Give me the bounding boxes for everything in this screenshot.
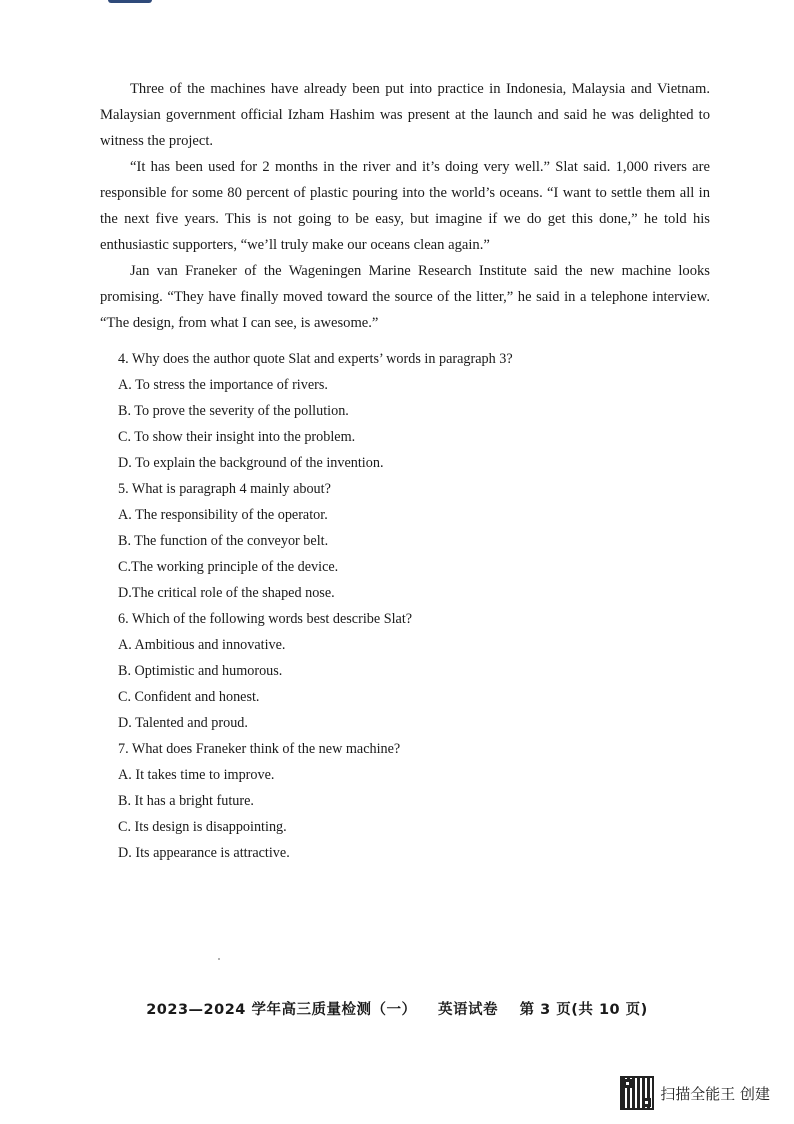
passage-paragraph: Jan van Franeker of the Wageningen Marine Research Institute said the new machine looks promising. “They have finally moved toward the source of the litter,” he said in a telephone interview. “The design, from what I can see, is awesome.”	[100, 263, 710, 331]
option-a: A. Ambitious and innovative.	[118, 637, 286, 653]
option-c: C. Its design is disappointing.	[118, 819, 287, 835]
option-d: D. Its appearance is attractive.	[118, 845, 290, 861]
question-7	[118, 736, 678, 866]
question-list	[118, 346, 678, 866]
option-b: B. Optimistic and humorous.	[118, 663, 283, 679]
option-a: A. The responsibility of the operator.	[118, 507, 328, 523]
option-c: C. To show their insight into the problem.	[118, 429, 356, 445]
question-stem: 5. What is paragraph 4 mainly about?	[118, 481, 331, 497]
question-5	[118, 476, 678, 606]
option-d: D. Talented and proud.	[118, 715, 248, 731]
option-c: C.The working principle of the device.	[118, 559, 339, 575]
watermark-text: 扫描全能王 创建	[660, 1084, 770, 1103]
option-d: D. To explain the background of the invention.	[118, 455, 384, 471]
subject-label: 英语试卷	[438, 1002, 499, 1018]
question-stem: 7. What does Franeker think of the new machine?	[118, 741, 401, 757]
scan-speck	[218, 958, 220, 960]
qr-code-icon	[620, 1076, 654, 1110]
passage-paragraph: “It has been used for 2 months in the river and it’s doing very well.” Slat said. 1,000 rivers are responsible for some 80 percent of plastic pouring into the world’s oceans. “I want to settle them all in the next five years. This is not going to be easy, but imagine if we do get this done,” he told his enthusiastic supporters, “we’ll truly make our oceans clean again.”	[100, 159, 710, 253]
question-stem: 6. Which of the following words best describe Slat?	[118, 611, 413, 627]
page-footer	[0, 998, 794, 1019]
page-number: 第 3 页(共 10 页)	[519, 1002, 648, 1018]
question-4	[118, 346, 678, 476]
scanner-watermark	[620, 1076, 770, 1110]
exam-title: 2023—2024 学年高三质量检测（一）	[146, 1002, 417, 1018]
top-edge-mark	[108, 0, 152, 3]
reading-passage	[100, 76, 710, 336]
passage-paragraph: Three of the machines have already been put into practice in Indonesia, Malaysia and Vietnam. Malaysian government official Izham Hashim was present at the launch and said he was delighted to witness the project.	[100, 81, 710, 149]
option-a: A. To stress the importance of rivers.	[118, 377, 328, 393]
option-b: B. It has a bright future.	[118, 793, 254, 809]
option-a: A. It takes time to improve.	[118, 767, 275, 783]
option-b: B. To prove the severity of the pollution.	[118, 403, 349, 419]
option-d: D.The critical role of the shaped nose.	[118, 585, 335, 601]
question-stem: 4. Why does the author quote Slat and experts’ words in paragraph 3?	[118, 351, 513, 367]
question-6	[118, 606, 678, 736]
option-c: C. Confident and honest.	[118, 689, 260, 705]
option-b: B. The function of the conveyor belt.	[118, 533, 329, 549]
